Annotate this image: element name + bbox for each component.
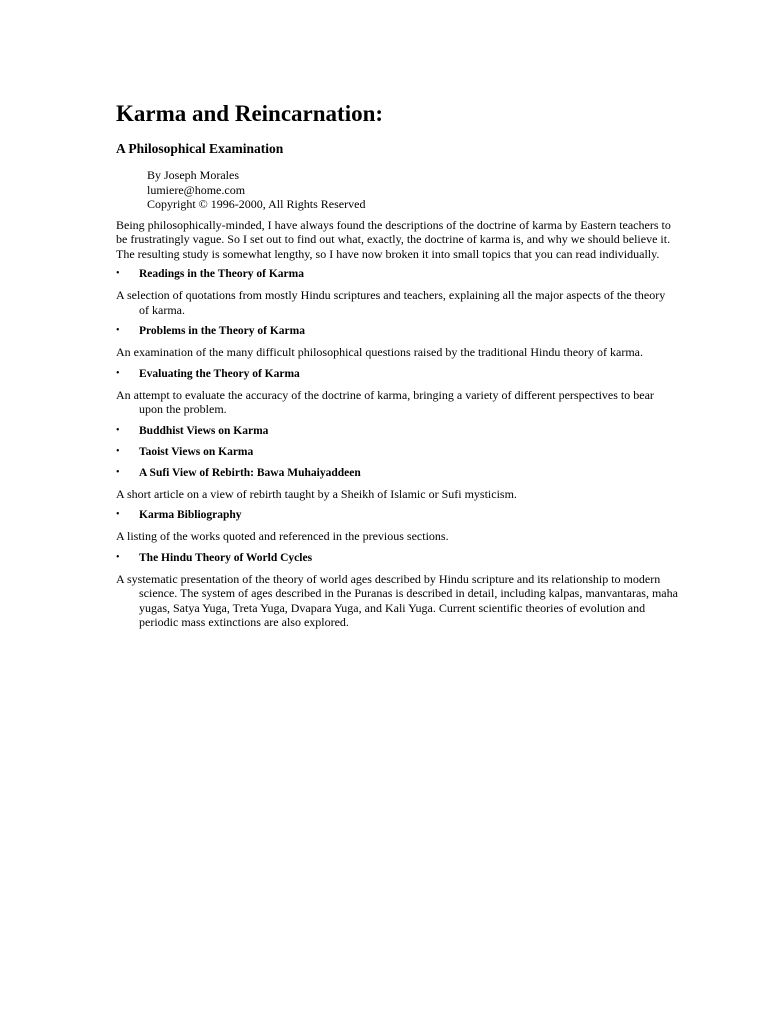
topic-link-bibliography[interactable] — [116, 508, 678, 522]
topic-link-buddhist[interactable] — [116, 424, 678, 438]
topic-description: A listing of the works quoted and referenced in the previous sections. — [116, 529, 449, 543]
bullet-icon: • — [116, 551, 120, 563]
topic-link-problems[interactable] — [116, 324, 678, 338]
topic-description: A systematic presentation of the theory of world ages described by Hindu scripture and its relationship to modern science. The system of ages described in the Puranas is described in detail, including kalpas, manvantaras, maha yugas, Satya Yuga, Treta Yuga, Dvapara Yuga, and Kali Yuga. Current scientific theories of evolution and periodic mass extinctions are also explored. — [116, 571, 678, 629]
topic-entry — [116, 367, 678, 417]
topic-entry — [116, 508, 678, 544]
topic-description: An attempt to evaluate the accuracy of the doctrine of karma, bringing a variety of different perspectives to bear upon the problem. — [116, 387, 654, 416]
topic-description: A short article on a view of rebirth taught by a Sheikh of Islamic or Sufi mysticism. — [116, 486, 517, 501]
copyright-notice: Copyright © 1996-2000, All Rights Reserved — [147, 197, 366, 211]
page-title: Karma and Reincarnation: — [116, 101, 384, 126]
topic-link-label[interactable]: Readings in the Theory of Karma — [139, 268, 304, 280]
topic-entry — [116, 445, 678, 459]
topic-link-label[interactable]: Taoist Views on Karma — [139, 445, 254, 458]
bullet-icon: • — [116, 424, 120, 436]
topic-link-label[interactable]: A Sufi View of Rebirth: Bawa Muhaiyaddeen — [139, 466, 361, 479]
bullet-icon: • — [116, 367, 120, 379]
bullet-icon: • — [116, 325, 120, 336]
topic-link-label[interactable]: Problems in the Theory of Karma — [139, 325, 305, 337]
bullet-icon: • — [116, 509, 120, 520]
topic-entry — [116, 267, 678, 317]
document-page — [116, 100, 678, 637]
topic-link-label[interactable]: Evaluating the Theory of Karma — [139, 367, 300, 380]
bullet-icon: • — [116, 466, 120, 478]
topic-description: An examination of the many difficult philosophical questions raised by the traditional Hindu theory of karma. — [116, 345, 643, 359]
topic-link-label[interactable]: Karma Bibliography — [139, 509, 242, 521]
topic-link-taoist[interactable] — [116, 445, 678, 459]
topic-description: A selection of quotations from mostly Hindu scriptures and teachers, explaining all the major aspects of the theory of karma. — [116, 288, 666, 317]
topic-entry — [116, 466, 678, 502]
intro-paragraph: Being philosophically-minded, I have always found the descriptions of the doctrine of karma by Eastern teachers to be frustratingly vague. So I set out to find out what, exactly, the doctrine of karma is, and why we should believe it. The resulting study is somewhat lengthy, so I have now broken it into small topics that you can read individually. — [116, 217, 671, 261]
topic-link-label[interactable]: The Hindu Theory of World Cycles — [139, 551, 313, 564]
topic-entry — [116, 551, 678, 630]
author-name: By Joseph Morales — [147, 168, 239, 182]
topic-link-evaluating[interactable] — [116, 367, 678, 381]
topic-link-sufi[interactable] — [116, 466, 678, 480]
bullet-icon: • — [116, 268, 120, 279]
topic-entry — [116, 324, 678, 360]
topic-link-label[interactable]: Buddhist Views on Karma — [139, 424, 269, 437]
author-email: lumiere@home.com — [147, 182, 246, 197]
topic-list — [116, 267, 678, 630]
bullet-icon: • — [116, 445, 120, 457]
topic-link-world-cycles[interactable] — [116, 551, 678, 565]
byline — [147, 168, 678, 212]
topic-entry — [116, 424, 678, 438]
topic-link-readings[interactable] — [116, 267, 678, 281]
page-subtitle: A Philosophical Examination — [116, 141, 284, 156]
